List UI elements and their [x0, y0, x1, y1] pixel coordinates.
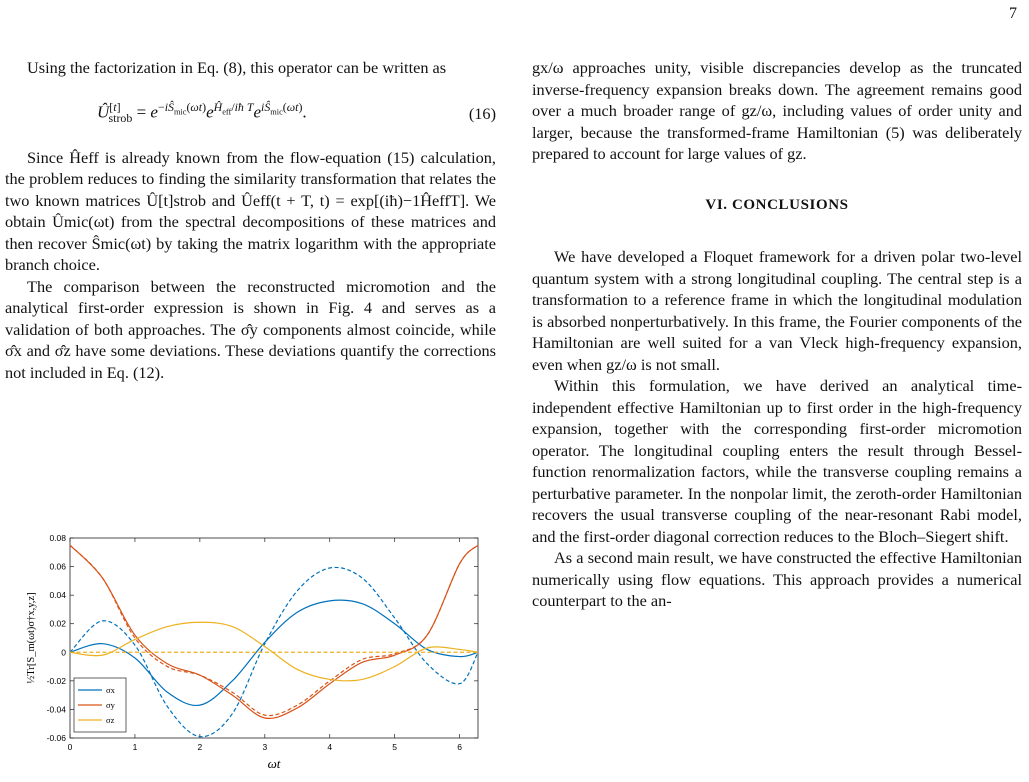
legend-label: σx	[106, 685, 115, 695]
y-tick-label: -0.04	[46, 704, 66, 715]
x-axis-label: ωt	[267, 756, 281, 770]
y-tick-label: 0	[61, 647, 66, 658]
equation-body: $Û[t]_{strob} = e^{-iŜ_{mic}(\omega t)}e^{Ĥ_{eff}/iħ T}e^{iŜ_{mic}(\omega t)}$.	[97, 99, 307, 125]
right-column	[532, 57, 1022, 612]
right-paragraph-4: As a second main result, we have constructed the effective Hamiltonian numerically using flow equations. This approach provides a numerical counterpart to the an-	[532, 548, 1022, 610]
x-tick-label: 6	[457, 742, 462, 752]
right-paragraph-1: gx/ω approaches unity, visible discrepancies develop as the truncated inverse-frequency expansion breaks down. The agreement remains good over a much broader range of gz/ω, including values of order unity and larger, because the transformed-frame Hamiltonian (5) was deliberately prepared to account for large values of gz.	[532, 58, 1022, 163]
legend-label: σz	[106, 715, 115, 725]
equation-number: (16)	[468, 103, 496, 123]
left-paragraph-2: Since Ĥeff is already known from the flow-equation (15) calculation, the problem reduces to finding the similarity transformation that relates the two known matrices Û[t]strob and Ûeff(t + T, t) = exp[(iħ)−1ĤeffT]. We obtain Ûmic(ωt) from the spectral decompositions of these matrices and then recover Ŝmic(ωt) by taking the matrix logarithm with the appropriate branch choice.	[5, 147, 496, 274]
left-column	[5, 57, 496, 383]
plot-area	[26, 533, 478, 770]
x-tick-label: 1	[132, 742, 138, 752]
y-tick-label: 0.08	[49, 533, 66, 543]
y-tick-label: -0.06	[46, 733, 66, 743]
x-tick-label: 3	[262, 742, 268, 752]
y-tick-label: -0.02	[46, 675, 66, 686]
x-tick-label: 0	[67, 742, 73, 752]
left-paragraph-3: The comparison between the reconstructed micromotion and the analytical first-order expression is shown in Fig. 4 and serves as a validation of both approaches. The σ̂y components almost coincide, while σ̂x and σ̂z have some deviations. These deviations quantify the corrections not included in Eq. (12).	[5, 276, 496, 382]
x-tick-label: 4	[327, 742, 333, 752]
y-tick-label: 0.02	[49, 618, 66, 629]
x-tick-label: 5	[392, 742, 398, 752]
plot-frame	[70, 538, 478, 738]
equation-16	[5, 91, 496, 133]
y-tick-label: 0.04	[49, 590, 66, 601]
page-number: 7	[1009, 5, 1017, 22]
x-tick-label: 2	[197, 742, 203, 752]
y-axis-label: ½Tr[S_m(ωt)σ†x,y,z]	[26, 592, 37, 684]
left-paragraph-1: Using the factorization in Eq. (8), this operator can be written as	[27, 58, 447, 77]
legend-label: σy	[106, 700, 115, 710]
right-paragraph-2: We have developed a Floquet framework for a driven polar two-level quantum system with a strong longitudinal coupling. The central step is a transformation to a reference frame in which the longitudinal modulation is absorbed nonperturbatively. In this frame, the Fourier components of the Hamiltonian are well suited for a van Vleck high-frequency expansion, even when gz/ω is not small.	[532, 247, 1022, 374]
y-tick-label: 0.06	[49, 561, 66, 572]
right-paragraph-3: Within this formulation, we have derived an analytical time-independent effective Hamiltonian up to first order in the high-frequency expansion, together with the corresponding first-order micromotion operator. The longitudinal coupling enters the result through Bessel-function renormalization factors, while the transverse coupling remains a perturbative parameter. In the nonpolar limit, the zeroth-order Hamiltonian recovers the usual transverse coupling of the near-resonant Rabi model, and the first-order diagonal correction reduces to the Bloch–Siegert shift.	[532, 376, 1022, 546]
section-heading-conclusions: VI. CONCLUSIONS	[705, 196, 849, 213]
figure-4-chart	[12, 530, 490, 770]
